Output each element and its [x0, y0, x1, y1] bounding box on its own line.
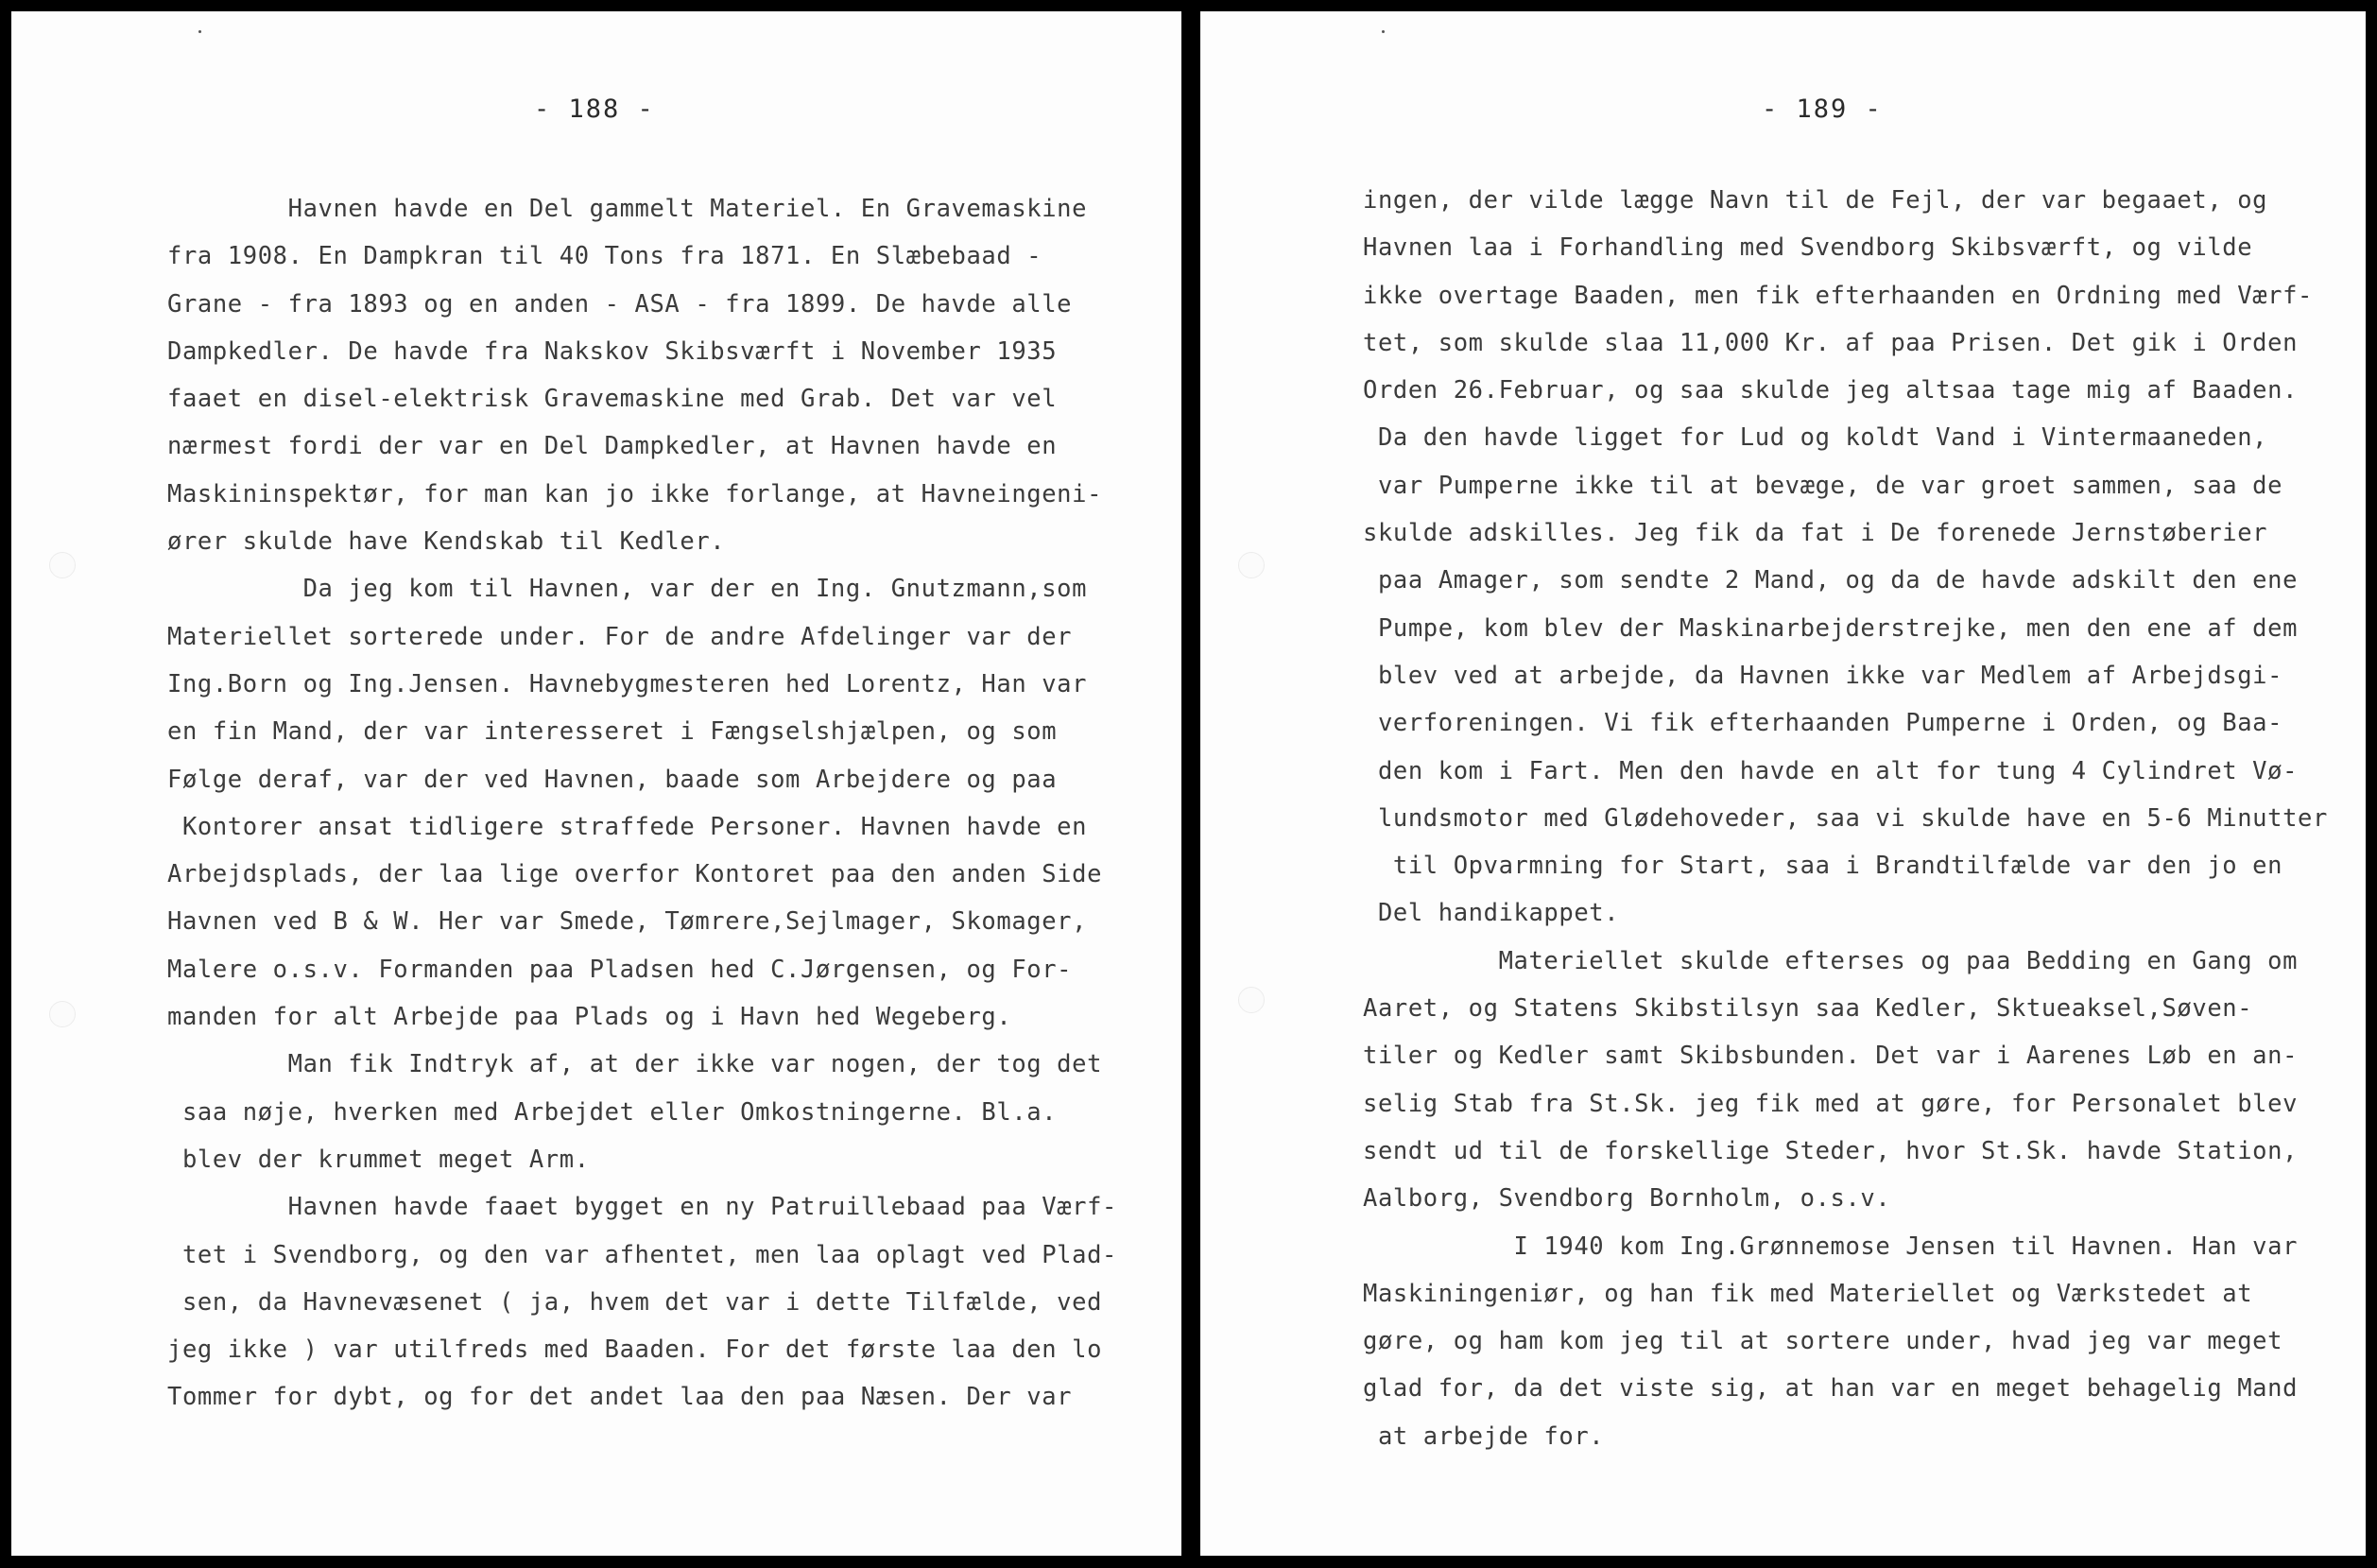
text-line: blev der krummet meget Arm.: [167, 1145, 590, 1174]
text-line: Pumpe, kom blev der Maskinarbejderstrejke, men den ene af dem: [1363, 613, 2299, 643]
text-line: verforeningen. Vi fik efterhaanden Pumperne i Orden, og Baa-: [1363, 709, 2283, 738]
text-line: Da jeg kom til Havnen, var der en Ing. Gnutzmann,som: [167, 575, 1088, 604]
text-line: Orden 26.Februar, og saa skulde jeg altsaa tage mig af Baaden.: [1363, 376, 2299, 405]
text-line: Grane - fra 1893 og en anden - ASA - fra 1899. De havde alle: [167, 289, 1073, 319]
text-line: saa nøje, hverken med Arbejdet eller Omkostningerne. Bl.a.: [167, 1097, 1058, 1127]
text-line: ører skulde have Kendskab til Kedler.: [167, 527, 726, 557]
text-line: gøre, og ham kom jeg til at sortere under, hvad jeg var meget: [1363, 1327, 2283, 1356]
right-page: [1200, 11, 2366, 1556]
text-line: Materiellet skulde efterses og paa Bedding en Gang om: [1363, 946, 2299, 975]
text-line: tet i Svendborg, og den var afhentet, men laa oplagt ved Plad-: [167, 1240, 1117, 1269]
text-line: ikke overtage Baaden, men fik efterhaanden en Ordning med Værf-: [1363, 281, 2313, 310]
text-line: manden for alt Arbejde paa Plads og i Havn hed Wegeberg.: [167, 1003, 1012, 1032]
text-line: I 1940 kom Ing.Grønnemose Jensen til Havnen. Han var: [1363, 1232, 2299, 1261]
text-line: Havnen havde faaet bygget en ny Patruillebaad paa Værf-: [167, 1193, 1117, 1222]
text-line: blev ved at arbejde, da Havnen ikke var Medlem af Arbejdsgi-: [1363, 661, 2283, 690]
text-line: lundsmotor med Glødehoveder, saa vi skulde have en 5-6 Minutter: [1363, 803, 2328, 833]
typewritten-text-left: [167, 185, 1117, 1422]
text-line: jeg ikke ) var utilfreds med Baaden. For det første laa den lo: [167, 1335, 1103, 1365]
text-line: den kom i Fart. Men den havde en alt for tung 4 Cylindret Vø-: [1363, 756, 2299, 785]
text-line: Arbejdsplads, der laa lige overfor Kontoret paa den anden Side: [167, 860, 1103, 889]
text-line: tet, som skulde slaa 11,000 Kr. af paa Prisen. Det gik i Orden: [1363, 328, 2299, 357]
text-line: Materiellet sorterede under. For de andre Afdelinger var der: [167, 622, 1073, 651]
text-line: Havnen laa i Forhandling med Svendborg Skibsværft, og vilde: [1363, 233, 2253, 263]
punch-hole: [1238, 552, 1265, 578]
text-line: Tommer for dybt, og for det andet laa den paa Næsen. Der var: [167, 1383, 1073, 1412]
text-line: til Opvarmning for Start, saa i Brandtilfælde var den jo en: [1363, 852, 2283, 881]
text-line: tiler og Kedler samt Skibsbunden. Det var i Aarenes Løb en an-: [1363, 1042, 2299, 1071]
text-line: Kontorer ansat tidligere straffede Personer. Havnen havde en: [167, 812, 1088, 841]
text-line: Man fik Indtryk af, at der ikke var nogen, der tog det: [167, 1050, 1103, 1079]
text-line: Malere o.s.v. Formanden paa Pladsen hed C.Jørgensen, og For-: [167, 955, 1073, 984]
text-line: sendt ud til de forskellige Steder, hvor St.Sk. havde Station,: [1363, 1136, 2299, 1165]
page-number: - 189 -: [1762, 95, 1883, 124]
text-line: selig Stab fra St.Sk. jeg fik med at gøre, for Personalet blev: [1363, 1089, 2299, 1118]
text-line: glad for, da det viste sig, at han var en meget behagelig Mand: [1363, 1374, 2299, 1404]
text-line: Da den havde ligget for Lud og koldt Vand i Vintermaaneden,: [1363, 423, 2268, 453]
punch-hole: [1238, 987, 1265, 1013]
punch-hole: [49, 1001, 76, 1027]
text-line: Følge deraf, var der ved Havnen, baade som Arbejdere og paa: [167, 765, 1058, 794]
ink-speck: [1382, 30, 1385, 33]
text-line: paa Amager, som sendte 2 Mand, og da de havde adskilt den ene: [1363, 566, 2299, 595]
page-number: - 188 -: [534, 95, 655, 124]
text-line: Ing.Born og Ing.Jensen. Havnebygmesteren hed Lorentz, Han var: [167, 669, 1088, 698]
text-line: faaet en disel-elektrisk Gravemaskine med Grab. Det var vel: [167, 385, 1058, 414]
text-line: Havnen ved B & W. Her var Smede, Tømrere,Sejlmager, Skomager,: [167, 907, 1088, 937]
left-page: [11, 11, 1181, 1556]
text-line: en fin Mand, der var interesseret i Fængselshjælpen, og som: [167, 717, 1058, 747]
text-line: Havnen havde en Del gammelt Materiel. En Gravemaskine: [167, 195, 1088, 223]
punch-hole: [49, 552, 76, 578]
text-line: fra 1908. En Dampkran til 40 Tons fra 1871. En Slæbebaad -: [167, 242, 1042, 271]
text-line: Dampkedler. De havde fra Nakskov Skibsværft i November 1935: [167, 336, 1058, 366]
text-line: ingen, der vilde lægge Navn til de Fejl, der var begaaet, og: [1363, 186, 2268, 215]
text-line: Maskiningeniør, og han fik med Materiellet og Værkstedet at: [1363, 1279, 2253, 1308]
text-line: Del handikappet.: [1363, 899, 1620, 928]
text-line: Aalborg, Svendborg Bornholm, o.s.v.: [1363, 1184, 1891, 1214]
text-line: sen, da Havnevæsenet ( ja, hvem det var i dette Tilfælde, ved: [167, 1287, 1103, 1317]
typewritten-text-right: [1363, 177, 2328, 1460]
text-line: Maskininspektør, for man kan jo ikke forlange, at Havneingeni-: [167, 479, 1103, 508]
text-line: at arbejde for.: [1363, 1422, 1605, 1451]
text-line: Aaret, og Statens Skibstilsyn saa Kedler, Sktueaksel,Søven-: [1363, 994, 2253, 1024]
text-line: skulde adskilles. Jeg fik da fat i De forenede Jernstøberier: [1363, 519, 2268, 548]
ink-speck: [198, 30, 201, 33]
text-line: nærmest fordi der var en Del Dampkedler, at Havnen havde en: [167, 432, 1058, 461]
text-line: var Pumperne ikke til at bevæge, de var groet sammen, saa de: [1363, 471, 2283, 500]
